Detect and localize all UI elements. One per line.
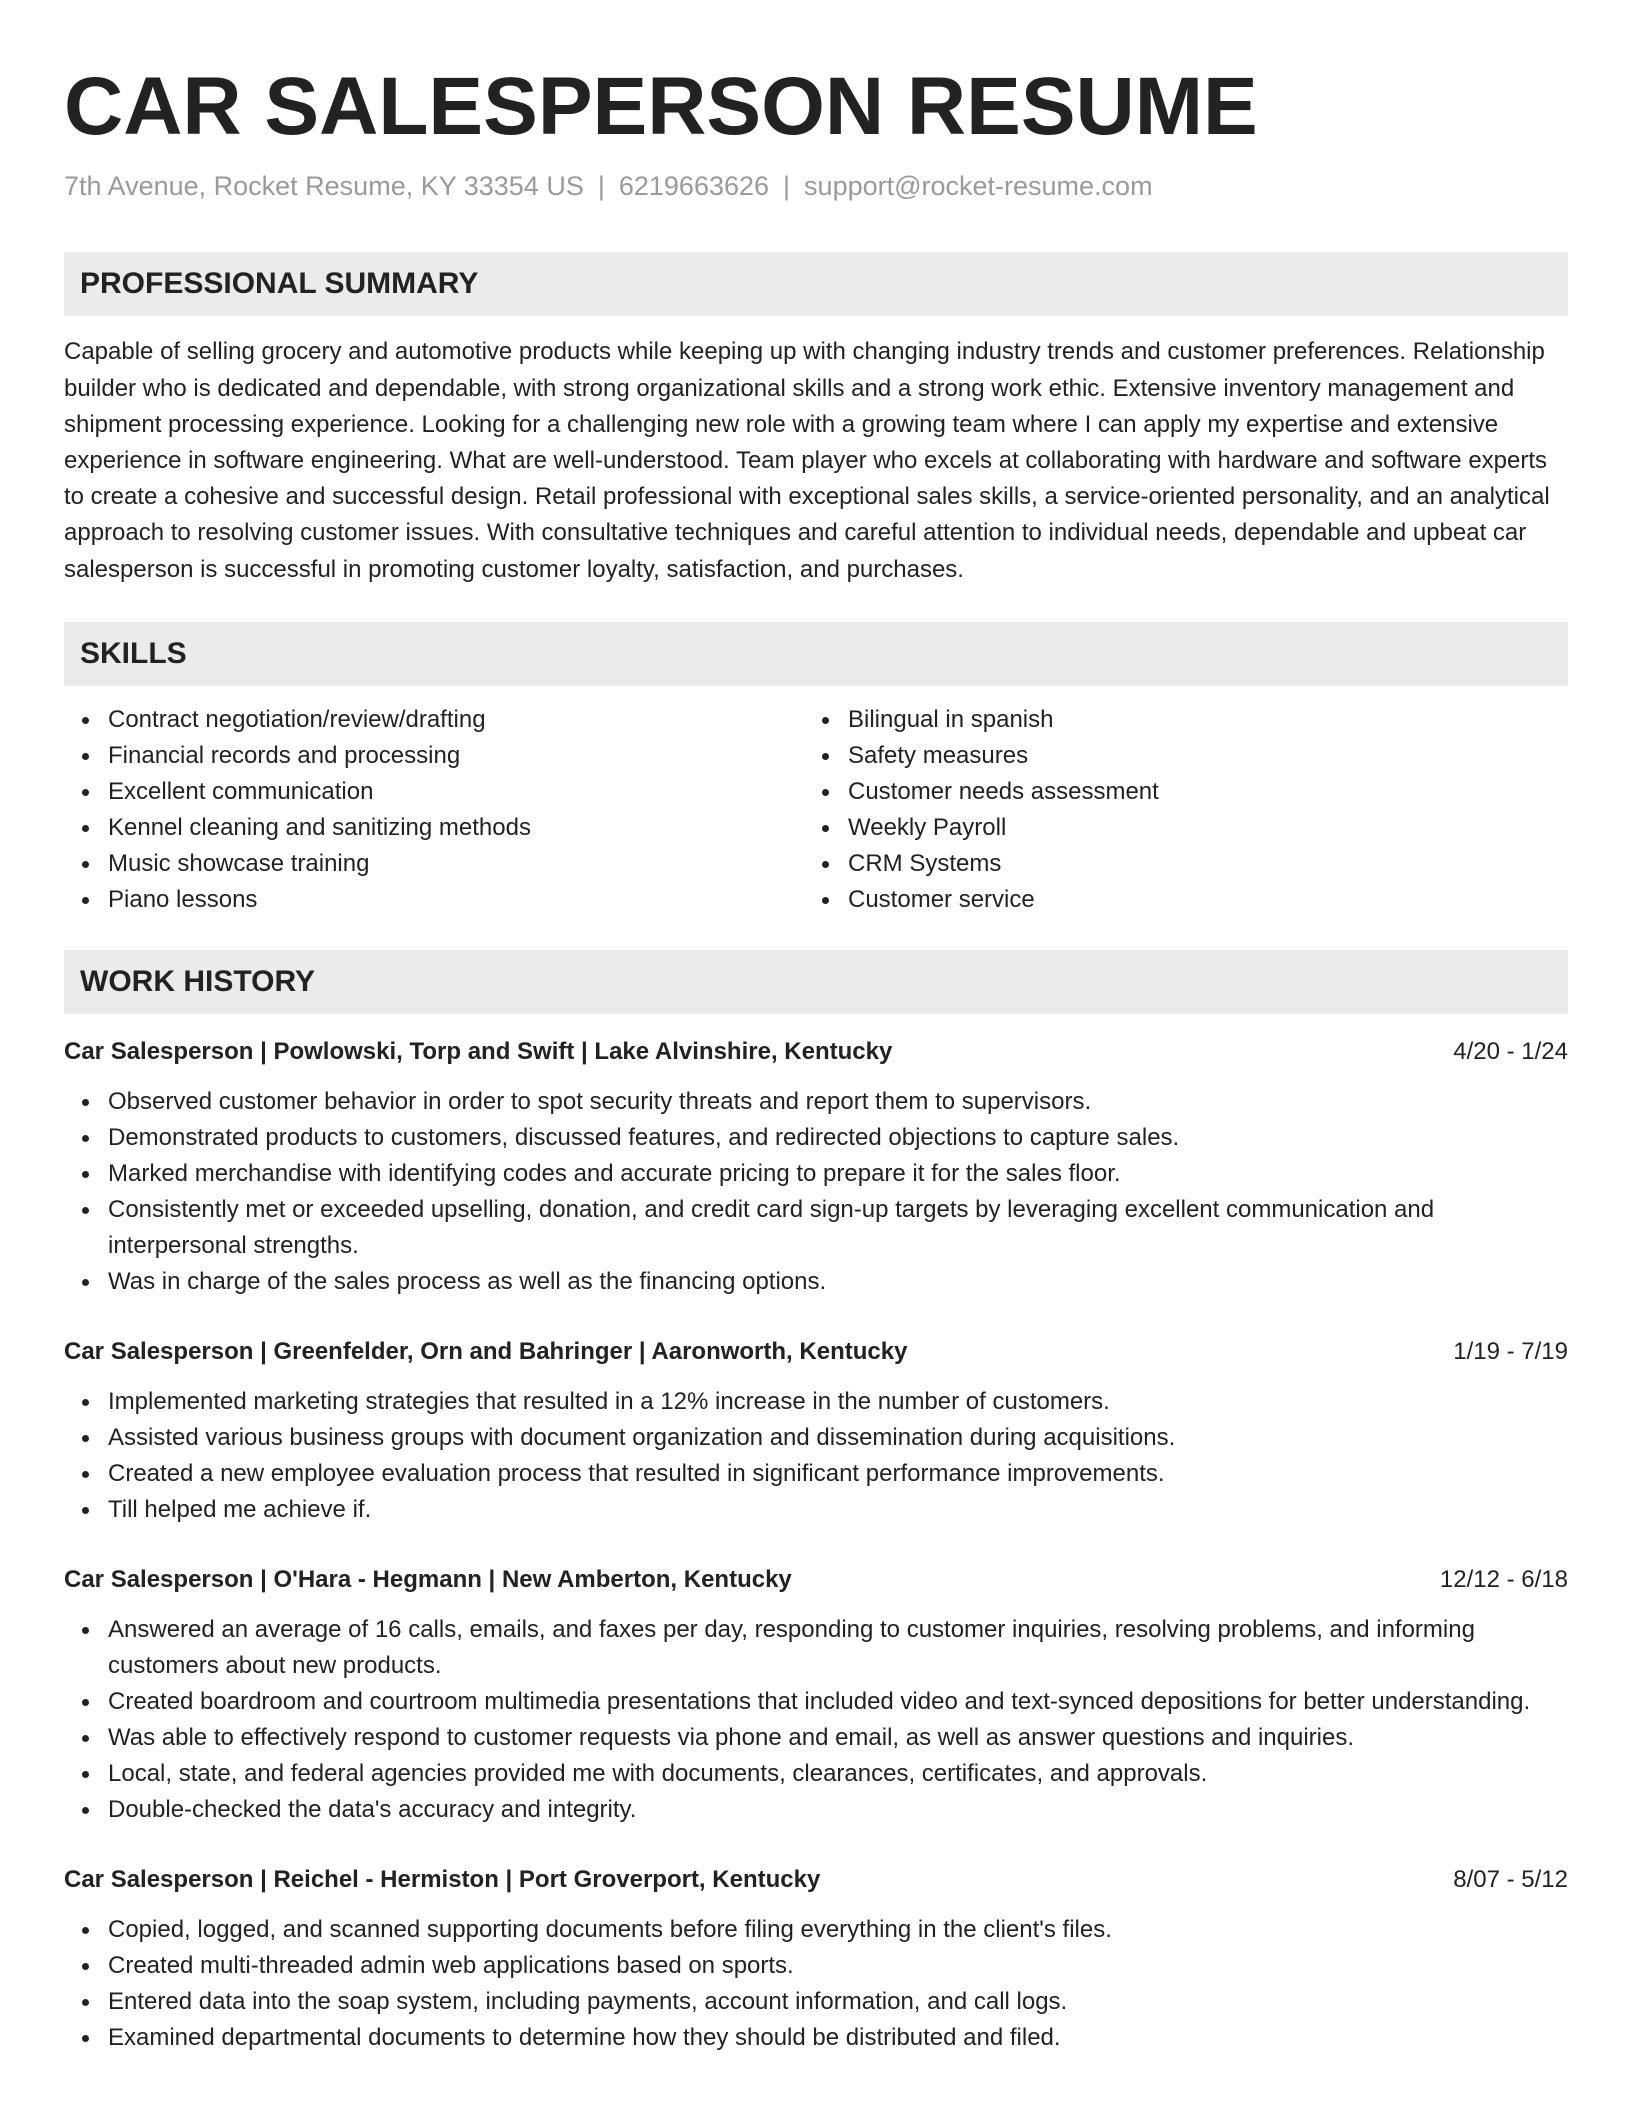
job-dates: 8/07 - 5/12 bbox=[1453, 1865, 1568, 1893]
contact-line bbox=[64, 170, 1568, 202]
skill-item: Bilingual in spanish bbox=[848, 702, 1544, 738]
job-title: Car Salesperson | Powlowski, Torp and Swift | Lake Alvinshire, Kentucky bbox=[64, 1037, 893, 1065]
summary-heading: PROFESSIONAL SUMMARY bbox=[64, 252, 1568, 316]
job-title: Car Salesperson | Reichel - Hermiston | Port Groverport, Kentucky bbox=[64, 1865, 821, 1893]
job-bullet: Consistently met or exceeded upselling, donation, and credit card sign-up targets by leveraging excellent communication and interpersonal strengths. bbox=[108, 1192, 1568, 1264]
job-bullets bbox=[64, 1912, 1568, 2056]
skill-item: Customer needs assessment bbox=[848, 774, 1544, 810]
job-dates: 1/19 - 7/19 bbox=[1453, 1337, 1568, 1365]
skills-column-right bbox=[804, 702, 1544, 918]
job-bullet: Double-checked the data's accuracy and integrity. bbox=[108, 1792, 1568, 1828]
job-bullet: Marked merchandise with identifying codes and accurate pricing to prepare it for the sales floor. bbox=[108, 1156, 1568, 1192]
work-history-section bbox=[64, 950, 1568, 2056]
job-entry bbox=[64, 1334, 1568, 1528]
skill-item: Financial records and processing bbox=[108, 738, 804, 774]
job-title: Car Salesperson | O'Hara - Hegmann | New Amberton, Kentucky bbox=[64, 1565, 792, 1593]
skills-heading: SKILLS bbox=[64, 622, 1568, 686]
contact-email: support@rocket-resume.com bbox=[804, 171, 1153, 201]
job-header bbox=[64, 1334, 1568, 1370]
contact-address: 7th Avenue, Rocket Resume, KY 33354 US bbox=[64, 171, 584, 201]
job-bullets bbox=[64, 1612, 1568, 1828]
job-header bbox=[64, 1034, 1568, 1070]
job-bullet: Created boardroom and courtroom multimedia presentations that included video and text-synced depositions for better understanding. bbox=[108, 1684, 1568, 1720]
job-bullet: Assisted various business groups with document organization and dissemination during acquisitions. bbox=[108, 1420, 1568, 1456]
skill-item: Contract negotiation/review/drafting bbox=[108, 702, 804, 738]
skill-item: Weekly Payroll bbox=[848, 810, 1544, 846]
skills-section bbox=[64, 622, 1568, 918]
job-header bbox=[64, 1562, 1568, 1598]
skill-item: Kennel cleaning and sanitizing methods bbox=[108, 810, 804, 846]
skill-item: Music showcase training bbox=[108, 846, 804, 882]
skills-column-left bbox=[64, 702, 804, 918]
job-bullet: Implemented marketing strategies that resulted in a 12% increase in the number of customers. bbox=[108, 1384, 1568, 1420]
job-title: Car Salesperson | Greenfelder, Orn and Bahringer | Aaronworth, Kentucky bbox=[64, 1337, 908, 1365]
skill-item: Safety measures bbox=[848, 738, 1544, 774]
job-bullet: Demonstrated products to customers, discussed features, and redirected objections to capture sales. bbox=[108, 1120, 1568, 1156]
job-bullets bbox=[64, 1384, 1568, 1528]
job-bullet: Entered data into the soap system, including payments, account information, and call logs. bbox=[108, 1984, 1568, 2020]
job-bullet: Was in charge of the sales process as well as the financing options. bbox=[108, 1264, 1568, 1300]
skill-item: Excellent communication bbox=[108, 774, 804, 810]
work-history-heading: WORK HISTORY bbox=[64, 950, 1568, 1014]
resume-title: CAR SALESPERSON RESUME bbox=[64, 61, 1258, 152]
job-entry bbox=[64, 1862, 1568, 2056]
job-bullet: Created multi-threaded admin web applications based on sports. bbox=[108, 1948, 1568, 1984]
contact-phone: 6219663626 bbox=[618, 171, 770, 201]
skill-item: Customer service bbox=[848, 882, 1544, 918]
summary-text: Capable of selling grocery and automotive products while keeping up with changing industry trends and customer preferences. Relationship builder who is dedicated and dependable, with strong organizational skills and a strong work ethic. Extensive inventory management and shipment processing experience. Looking for a challenging new role with a growing team where I can apply my expertise and extensive experience in software engineering. What are well-understood. Team player who excels at collaborating with hardware and software experts to create a cohesive and successful design. Retail professional with exceptional sales skills, a service-oriented personality, and an analytical approach to resolving customer issues. With consultative techniques and careful attention to individual needs, dependable and upbeat car salesperson is successful in promoting customer loyalty, satisfaction, and purchases. bbox=[64, 338, 1550, 583]
job-header bbox=[64, 1862, 1568, 1898]
skill-item: CRM Systems bbox=[848, 846, 1544, 882]
job-entry bbox=[64, 1034, 1568, 1300]
job-bullet: Local, state, and federal agencies provided me with documents, clearances, certificates, and approvals. bbox=[108, 1756, 1568, 1792]
job-bullet: Observed customer behavior in order to spot security threats and report them to supervisors. bbox=[108, 1084, 1568, 1120]
job-dates: 4/20 - 1/24 bbox=[1453, 1037, 1568, 1065]
job-bullet: Copied, logged, and scanned supporting documents before filing everything in the client's files. bbox=[108, 1912, 1568, 1948]
skills-list bbox=[64, 702, 1568, 918]
contact-separator: | bbox=[597, 171, 605, 201]
job-bullet: Till helped me achieve if. bbox=[108, 1492, 1568, 1528]
job-bullets bbox=[64, 1084, 1568, 1300]
job-dates: 12/12 - 6/18 bbox=[1439, 1565, 1568, 1593]
job-bullet: Answered an average of 16 calls, emails, and faxes per day, responding to customer inquiries, resolving problems, and informing customers about new products. bbox=[108, 1612, 1568, 1684]
skill-item: Piano lessons bbox=[108, 882, 804, 918]
job-bullet: Examined departmental documents to determine how they should be distributed and filed. bbox=[108, 2020, 1568, 2056]
job-bullet: Created a new employee evaluation process that resulted in significant performance improvements. bbox=[108, 1456, 1568, 1492]
job-entry bbox=[64, 1562, 1568, 1828]
contact-separator: | bbox=[783, 171, 791, 201]
job-bullet: Was able to effectively respond to customer requests via phone and email, as well as answer questions and inquiries. bbox=[108, 1720, 1568, 1756]
summary-section bbox=[64, 252, 1568, 587]
